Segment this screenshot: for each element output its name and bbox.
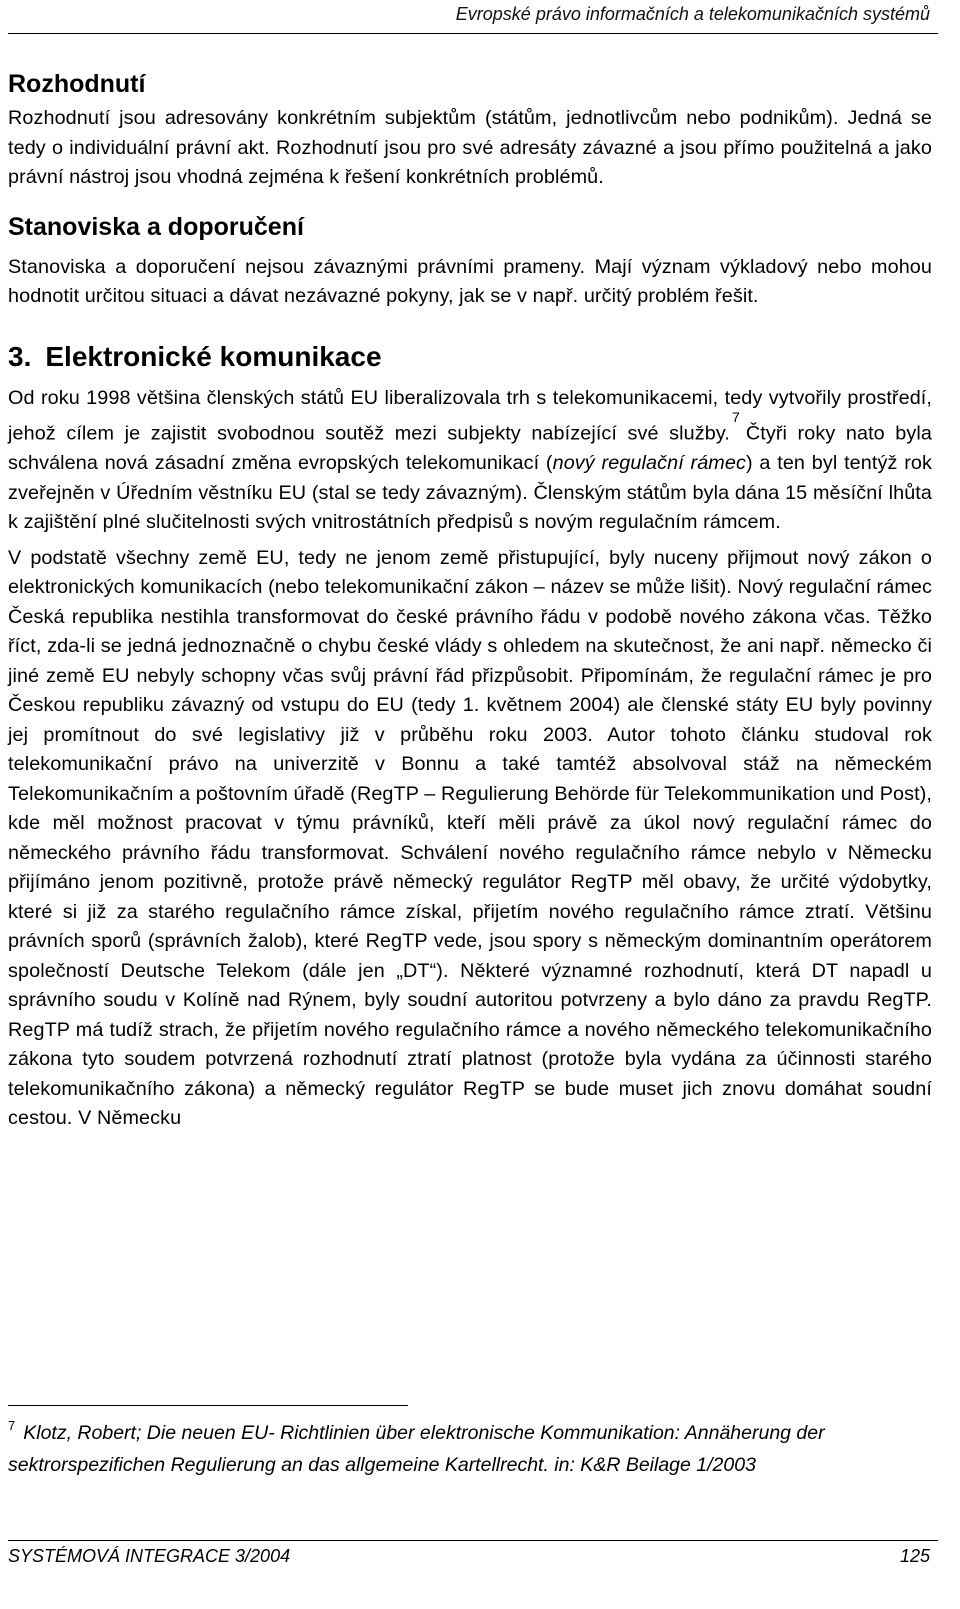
header-rule xyxy=(8,33,938,34)
paragraph-stanoviska: Stanoviska a doporučení nejsou závaznými právními prameny. Mají význam výkladový nebo mohou hodnotit určitou situaci a dávat nezávazné pokyny, jak se v např. určitý problém řešit. xyxy=(8,255,932,307)
paragraph-liberalizace xyxy=(8,384,932,538)
para1-text-c: ) a ten byl tentýž rok zveřejněn v Úředním věstníku EU (stal se tedy závazným). Členským státům byla dána 15 měsíční lhůta k zajištění plné slučitelnosti svých vnitrostátních předpisů s novým regulačním rámcem. xyxy=(8,452,932,534)
section-title: Elektronické komunikace xyxy=(45,340,382,372)
footnote-text: Klotz, Robert; Die neuen EU- Richtlinien über elektronische Kommunikation: Annäherung der sektrorspezifichen Regulierung an das allgemeine Kartellrecht. in: K&R Beilage 1/2003 xyxy=(8,1422,825,1476)
section-number: 3. xyxy=(8,340,32,372)
para1-italic-term: nový regulační rámec xyxy=(552,452,746,475)
footnote-mark: 7 xyxy=(8,1418,16,1433)
heading-stanoviska: Stanoviska a doporučení xyxy=(8,212,304,241)
para1-text-a: Od roku 1998 většina členských států EU liberalizovala trh s telekomunikacemi, tedy vytvořily prostředí, jehož cílem je zajistit svobodnou soutěž mezi subjekty nabízející své služby. xyxy=(8,386,932,445)
footer-rule xyxy=(8,1540,938,1541)
heading-rozhodnuti: Rozhodnutí xyxy=(8,70,146,98)
paragraph-rozhodnuti: Rozhodnutí jsou adresovány konkrétním subjektům (státům, jednotlivcům nebo podnikům). Jedná se tedy o individuální právní akt. Rozhodnutí jsou pro své adresáty závazné a jsou přímo použitelná a jako právní nástroj jsou vhodná zejména k řešení konkrétních problémů. xyxy=(8,107,932,188)
main-content xyxy=(8,66,932,1134)
paragraph-transformace: V podstatě všechny země EU, tedy ne jenom země přistupující, byly nuceny přijmout nový zákon o elektronických komunikacích (nebo telekomunikační zákon – název se může lišit). Nový regulační rámec Česká republika nestihla transformovat do české právního řádu v podobě nového zákona včas. Těžko říct, zda-li se jedná jednoznačně o chybu české vlády s ohledem na skutečnost, že ani např. německo či jiné země EU nebyly schopny včas svůj právní řád přizpůsobit. Připomínám, že regulační rámec je pro Českou republiku závazný od vstupu do EU (tedy 1. květnem 2004) ale členské státy EU byly povinny jej promítnout do své legislativy již v průběhu roku 2003. Autor tohoto článku studoval rok telekomunikační právo na univerzitě v Bonnu a také tamtéž absolvoval stáž na německém Telekomunikačním a poštovním úřadě (RegTP – Regulierung Behörde für Telekommunikation und Post), kde měl možnost pracovat v týmu právníků, kteří měli právě za úkol nový regulační rámec do německého právního řádu transformovat. Schválení nového regulačního rámce nebylo v Německu přijímáno jenom pozitivně, protože právě německý regulátor RegTP měl obavy, že určité výdobytky, které si již za starého regulačního rámce získal, přijetím nového regulačního rámce ztratí. Většinu právních sporů (správních žalob), které RegTP vede, jsou spory s německým dominantním operátorem společností Deutsche Telekom (dále jen „DT“). Některé významné rozhodnutí, která DT napadl u správního soudu v Kolíně nad Rýnem, byly soudní autoritou potvrzeny a bylo dáno za pravdu RegTP. RegTP má tudíž strach, že přijetím nového regulačního rámce a nového německého telekomunikačního zákona tyto soudem potvrzená rozhodnutí ztratí platnost (protože byla vydána za účinnosti starého telekomunikačního zákona) a německý regulátor RegTP se bude muset jich znovu domáhat soudní cestou. V Německu xyxy=(8,546,932,1130)
footer-journal: SYSTÉMOVÁ INTEGRACE 3/2004 xyxy=(8,1546,291,1566)
footnote-rule xyxy=(8,1405,408,1406)
running-header: Evropské právo informačních a telekomunikačních systémů xyxy=(455,4,930,24)
footnote-reference[interactable]: 7 xyxy=(731,409,740,425)
page-number: 125 xyxy=(899,1546,930,1566)
footnote xyxy=(8,1418,928,1480)
section-heading xyxy=(8,338,932,376)
para1-text-b: Čtyři roky nato byla schválena nová zásadní změna evropských telekomunikací ( xyxy=(8,422,932,475)
